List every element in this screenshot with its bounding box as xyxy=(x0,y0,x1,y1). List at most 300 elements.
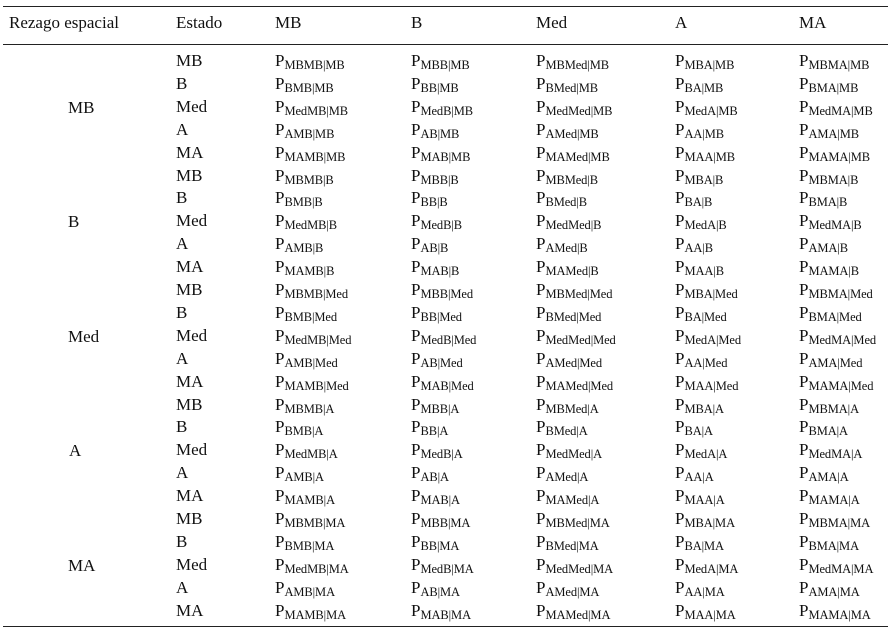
probability-symbol: P xyxy=(411,96,421,116)
probability-subscript: BA|A xyxy=(684,424,713,439)
probability-symbol: P xyxy=(675,348,685,368)
transition-probability-cell xyxy=(411,555,474,576)
probability-symbol: P xyxy=(675,371,685,391)
transition-probability-cell xyxy=(411,51,470,72)
probability-symbol: P xyxy=(411,394,421,414)
probability-subscript: MBB|B xyxy=(420,172,459,187)
transition-probability-cell xyxy=(536,303,601,324)
transition-probability-cell xyxy=(675,51,734,72)
probability-subscript: BMA|A xyxy=(808,424,848,439)
probability-subscript: AMA|A xyxy=(808,470,849,485)
estado-cell: B xyxy=(176,531,188,551)
probability-subscript: MedMed|MA xyxy=(545,561,614,576)
probability-symbol: P xyxy=(536,165,546,185)
transition-probability-cell xyxy=(675,74,723,95)
probability-subscript: AMB|B xyxy=(284,241,324,256)
estado-cell: MB xyxy=(176,394,203,414)
probability-subscript: MedMA|Med xyxy=(808,332,877,347)
transition-probability-cell xyxy=(799,372,873,393)
probability-symbol: P xyxy=(411,142,421,162)
table-top-rule xyxy=(3,6,888,7)
transition-probability-cell xyxy=(675,578,725,599)
estado-cell: A xyxy=(176,119,189,139)
probability-symbol: P xyxy=(411,486,421,506)
transition-probability-cell xyxy=(675,349,727,370)
transition-probability-cell xyxy=(275,234,323,255)
transition-probability-cell xyxy=(536,509,610,530)
probability-subscript: BA|B xyxy=(684,195,713,210)
probability-symbol: P xyxy=(675,96,685,116)
probability-symbol: P xyxy=(536,325,546,345)
table-bottom-rule xyxy=(3,626,888,627)
probability-symbol: P xyxy=(411,531,421,551)
transition-probability-cell xyxy=(411,417,448,438)
probability-subscript: MedA|B xyxy=(684,218,727,233)
transition-probability-cell xyxy=(536,417,588,438)
probability-subscript: AB|MB xyxy=(420,126,460,141)
probability-symbol: P xyxy=(799,486,809,506)
probability-symbol: P xyxy=(799,554,809,574)
probability-symbol: P xyxy=(536,188,546,208)
probability-subscript: MBB|MB xyxy=(420,58,470,72)
probability-symbol: P xyxy=(275,73,285,93)
probability-symbol: P xyxy=(536,73,546,93)
probability-subscript: MBMB|B xyxy=(284,172,334,187)
probability-symbol: P xyxy=(536,96,546,116)
probability-symbol: P xyxy=(536,142,546,162)
transition-probability-cell xyxy=(536,578,599,599)
probability-symbol: P xyxy=(411,165,421,185)
probability-subscript: MAA|Med xyxy=(684,378,739,393)
probability-symbol: P xyxy=(675,119,685,139)
probability-subscript: MBMed|A xyxy=(545,401,599,416)
probability-symbol: P xyxy=(675,257,685,277)
probability-subscript: AMed|A xyxy=(545,470,589,485)
probability-subscript: MBA|MB xyxy=(684,58,735,72)
probability-symbol: P xyxy=(275,142,285,162)
probability-symbol: P xyxy=(536,600,546,620)
transition-probability-cell xyxy=(411,280,473,301)
transition-probability-cell xyxy=(411,349,463,370)
probability-subscript: BB|B xyxy=(420,195,448,210)
probability-subscript: AB|A xyxy=(420,470,449,485)
rezago-group-label: B xyxy=(68,212,80,232)
probability-subscript: AMA|Med xyxy=(808,355,863,370)
transition-probability-cell xyxy=(799,280,873,301)
transition-probability-cell xyxy=(411,532,459,553)
transition-probability-cell xyxy=(675,463,714,484)
probability-subscript: BMed|MA xyxy=(545,538,599,553)
probability-subscript: MBB|Med xyxy=(420,287,473,301)
transition-probability-cell xyxy=(799,440,862,461)
probability-symbol: P xyxy=(411,119,421,139)
probability-subscript: MBMed|B xyxy=(545,172,598,187)
probability-subscript: MAMB|B xyxy=(284,264,335,279)
probability-subscript: MAB|B xyxy=(420,264,460,279)
probability-symbol: P xyxy=(411,51,421,70)
transition-probability-cell xyxy=(799,417,848,438)
probability-symbol: P xyxy=(411,463,421,483)
probability-subscript: MBMB|Med xyxy=(284,287,348,301)
probability-subscript: MedA|Med xyxy=(684,332,742,347)
probability-subscript: BA|Med xyxy=(684,309,727,324)
transition-probability-cell xyxy=(411,166,459,187)
probability-subscript: BMB|Med xyxy=(284,309,337,324)
transition-probability-cell xyxy=(411,440,463,461)
transition-probability-cell xyxy=(675,486,725,507)
probability-subscript: MBMB|A xyxy=(284,401,335,416)
probability-subscript: MBA|A xyxy=(684,401,724,416)
transition-probability-cell xyxy=(799,601,871,622)
probability-symbol: P xyxy=(799,234,809,254)
probability-subscript: BMed|Med xyxy=(545,309,602,324)
probability-subscript: MBMB|MB xyxy=(284,58,345,72)
probability-symbol: P xyxy=(275,463,285,483)
probability-symbol: P xyxy=(411,234,421,254)
probability-subscript: BMA|MB xyxy=(808,80,859,95)
table-header-rule xyxy=(3,44,888,45)
transition-probability-cell xyxy=(536,211,601,232)
probability-subscript: BMed|MB xyxy=(545,80,598,95)
transition-probability-cell xyxy=(799,395,859,416)
probability-symbol: P xyxy=(411,188,421,208)
transition-probability-cell xyxy=(799,234,848,255)
probability-symbol: P xyxy=(275,371,285,391)
probability-subscript: MBMA|Med xyxy=(808,287,873,301)
probability-subscript: MedMed|A xyxy=(545,447,603,462)
transition-probability-cell xyxy=(536,166,598,187)
transition-probability-cell xyxy=(675,143,735,164)
probability-subscript: AB|Med xyxy=(420,355,463,370)
transition-probability-cell xyxy=(536,372,613,393)
probability-symbol: P xyxy=(275,531,285,551)
transition-probability-cell xyxy=(275,486,335,507)
probability-symbol: P xyxy=(675,554,685,574)
transition-probability-cell xyxy=(275,417,323,438)
probability-symbol: P xyxy=(536,234,546,254)
probability-subscript: BMB|MA xyxy=(284,538,335,553)
probability-subscript: MedMA|A xyxy=(808,447,863,462)
probability-subscript: BB|A xyxy=(420,424,449,439)
probability-subscript: MBMA|MB xyxy=(808,58,870,72)
probability-symbol: P xyxy=(799,509,809,528)
probability-subscript: MBMA|A xyxy=(808,401,859,416)
probability-subscript: MAB|A xyxy=(420,493,460,508)
transition-probability-cell xyxy=(411,120,459,141)
probability-subscript: MedMB|Med xyxy=(284,332,352,347)
probability-symbol: P xyxy=(411,577,421,597)
transition-probability-cell xyxy=(799,188,847,209)
probability-symbol: P xyxy=(799,440,809,460)
probability-symbol: P xyxy=(536,531,546,551)
transition-probability-cell xyxy=(675,303,727,324)
transition-probability-cell xyxy=(799,578,860,599)
probability-symbol: P xyxy=(675,325,685,345)
transition-probability-cell xyxy=(411,143,470,164)
probability-subscript: MAA|MA xyxy=(684,607,736,622)
estado-cell: MA xyxy=(176,600,204,620)
probability-subscript: MedMA|B xyxy=(808,218,862,233)
probability-symbol: P xyxy=(275,600,285,620)
transition-probability-cell xyxy=(675,166,723,187)
probability-subscript: MedMed|B xyxy=(545,218,602,233)
transition-probability-cell xyxy=(275,349,338,370)
probability-symbol: P xyxy=(675,51,685,70)
transition-probability-cell xyxy=(536,74,598,95)
transition-probability-cell xyxy=(799,51,869,72)
transition-probability-cell xyxy=(536,326,616,347)
probability-subscript: MBA|MA xyxy=(684,516,735,530)
transition-probability-cell xyxy=(411,188,448,209)
probability-symbol: P xyxy=(275,440,285,460)
probability-symbol: P xyxy=(799,600,809,620)
transition-probability-cell xyxy=(536,234,588,255)
transition-probability-cell xyxy=(799,486,860,507)
transition-probability-cell xyxy=(675,234,713,255)
probability-symbol: P xyxy=(675,73,685,93)
transition-probability-cell xyxy=(536,486,599,507)
probability-subscript: MedB|Med xyxy=(420,332,477,347)
probability-subscript: MBA|B xyxy=(684,172,724,187)
transition-probability-cell xyxy=(675,372,738,393)
estado-cell: MB xyxy=(176,509,203,528)
probability-symbol: P xyxy=(799,348,809,368)
probability-symbol: P xyxy=(675,577,685,597)
transition-probability-cell xyxy=(536,188,587,209)
probability-subscript: AMA|B xyxy=(808,241,848,256)
transition-probability-cell xyxy=(411,74,459,95)
estado-cell: MB xyxy=(176,165,203,185)
transition-probability-cell xyxy=(411,211,462,232)
probability-subscript: MedMed|MB xyxy=(545,103,613,118)
header-col-med: Med xyxy=(536,13,568,32)
probability-symbol: P xyxy=(675,142,685,162)
probability-subscript: BMed|A xyxy=(545,424,588,439)
transition-probability-cell xyxy=(275,51,345,72)
probability-subscript: BA|MA xyxy=(684,538,724,553)
transition-probability-cell xyxy=(275,280,348,301)
probability-subscript: MedA|MA xyxy=(684,561,739,576)
transition-probability-cell xyxy=(536,143,610,164)
transition-probability-cell xyxy=(275,97,348,118)
transition-probability-cell xyxy=(799,555,873,576)
probability-symbol: P xyxy=(275,119,285,139)
transition-probability-cell xyxy=(411,486,460,507)
transition-probability-cell xyxy=(411,257,459,278)
estado-cell: MB xyxy=(176,280,203,299)
transition-probability-cell xyxy=(536,463,588,484)
probability-subscript: AMB|MA xyxy=(284,584,335,599)
probability-subscript: AMed|B xyxy=(545,241,588,256)
probability-symbol: P xyxy=(536,302,546,322)
header-col-ma: MA xyxy=(799,13,827,32)
probability-symbol: P xyxy=(536,394,546,414)
probability-subscript: MAMA|Med xyxy=(808,378,874,393)
transition-probability-cell xyxy=(275,509,345,530)
header-col-mb: MB xyxy=(275,13,302,32)
probability-symbol: P xyxy=(275,188,285,208)
probability-symbol: P xyxy=(799,280,809,299)
probability-symbol: P xyxy=(411,509,421,528)
probability-subscript: MedB|B xyxy=(420,218,462,233)
probability-symbol: P xyxy=(536,577,546,597)
probability-subscript: MAA|MB xyxy=(684,149,735,164)
probability-subscript: AB|B xyxy=(420,241,449,256)
probability-symbol: P xyxy=(675,302,685,322)
probability-subscript: MBA|Med xyxy=(684,287,738,301)
transition-probability-cell xyxy=(675,211,727,232)
probability-subscript: MAA|A xyxy=(684,493,725,508)
probability-symbol: P xyxy=(799,577,809,597)
probability-subscript: MedMB|MB xyxy=(284,103,348,118)
probability-subscript: MedMB|A xyxy=(284,447,338,462)
transition-probability-cell xyxy=(675,440,727,461)
estado-cell: Med xyxy=(176,96,208,116)
probability-symbol: P xyxy=(411,280,421,299)
probability-symbol: P xyxy=(799,371,809,391)
probability-symbol: P xyxy=(536,417,546,437)
transition-probability-cell xyxy=(799,349,862,370)
probability-symbol: P xyxy=(275,302,285,322)
probability-symbol: P xyxy=(799,531,809,551)
probability-symbol: P xyxy=(275,325,285,345)
probability-symbol: P xyxy=(675,486,685,506)
transition-probability-cell xyxy=(275,555,349,576)
probability-subscript: MedMA|MB xyxy=(808,103,873,118)
probability-symbol: P xyxy=(799,73,809,93)
probability-symbol: P xyxy=(675,165,685,185)
transition-probability-cell xyxy=(275,143,345,164)
header-col-a: A xyxy=(675,13,688,32)
probability-symbol: P xyxy=(536,257,546,277)
rezago-group-label: MB xyxy=(68,97,95,117)
probability-subscript: BMed|B xyxy=(545,195,587,210)
probability-symbol: P xyxy=(411,257,421,277)
probability-symbol: P xyxy=(536,119,546,139)
probability-symbol: P xyxy=(275,554,285,574)
transition-probability-cell xyxy=(799,509,870,530)
estado-cell: A xyxy=(176,234,189,254)
probability-symbol: P xyxy=(675,234,685,254)
probability-symbol: P xyxy=(411,73,421,93)
probability-subscript: MBB|A xyxy=(420,401,460,416)
header-estado: Estado xyxy=(176,13,223,32)
probability-subscript: MAB|MB xyxy=(420,149,471,164)
transition-probability-cell xyxy=(799,257,859,278)
probability-subscript: MAMA|B xyxy=(808,264,859,279)
probability-subscript: MAMed|A xyxy=(545,493,600,508)
probability-subscript: BMB|B xyxy=(284,195,323,210)
probability-subscript: BMA|MA xyxy=(808,538,859,553)
probability-subscript: AMB|MB xyxy=(284,126,335,141)
transition-probability-cell xyxy=(275,326,351,347)
transition-probability-cell xyxy=(411,578,460,599)
probability-subscript: BMA|Med xyxy=(808,309,862,324)
probability-symbol: P xyxy=(411,211,421,231)
transition-probability-cell xyxy=(411,463,449,484)
transition-probability-cell xyxy=(536,601,610,622)
transition-probability-cell xyxy=(799,303,862,324)
probability-symbol: P xyxy=(411,417,421,437)
probability-symbol: P xyxy=(799,394,809,414)
transition-probability-cell xyxy=(536,257,599,278)
probability-subscript: BA|MB xyxy=(684,80,724,95)
transition-probability-cell xyxy=(275,463,324,484)
transition-probability-cell xyxy=(675,555,738,576)
probability-subscript: MedMB|B xyxy=(284,218,337,233)
transition-probability-cell xyxy=(536,120,599,141)
probability-subscript: AMB|Med xyxy=(284,355,338,370)
transition-probability-cell xyxy=(675,280,738,301)
probability-subscript: MAMB|MA xyxy=(284,607,347,622)
probability-subscript: BMB|MB xyxy=(284,80,334,95)
probability-symbol: P xyxy=(411,302,421,322)
transition-probability-cell xyxy=(799,97,873,118)
probability-symbol: P xyxy=(536,348,546,368)
transition-probability-cell xyxy=(411,234,448,255)
header-rezago-espacial: Rezago espacial xyxy=(9,13,119,32)
transition-probability-cell xyxy=(275,211,337,232)
probability-symbol: P xyxy=(799,51,809,70)
transition-probability-cell xyxy=(411,509,470,530)
transition-probability-cell xyxy=(275,578,335,599)
transition-probability-cell xyxy=(799,532,859,553)
probability-symbol: P xyxy=(799,188,809,208)
estado-cell: B xyxy=(176,417,188,437)
estado-cell: B xyxy=(176,302,188,322)
transition-probability-cell xyxy=(275,601,346,622)
estado-cell: MA xyxy=(176,371,204,391)
probability-subscript: MBMed|MB xyxy=(545,58,609,72)
probability-subscript: MedA|A xyxy=(684,447,728,462)
probability-symbol: P xyxy=(799,165,809,185)
transition-probability-cell xyxy=(675,532,724,553)
probability-symbol: P xyxy=(411,371,421,391)
probability-symbol: P xyxy=(275,165,285,185)
probability-symbol: P xyxy=(675,509,685,528)
probability-symbol: P xyxy=(275,394,285,414)
probability-symbol: P xyxy=(675,394,685,414)
probability-subscript: MBMed|Med xyxy=(545,287,613,301)
probability-symbol: P xyxy=(536,509,546,528)
transition-probability-cell xyxy=(799,74,858,95)
probability-symbol: P xyxy=(675,600,685,620)
transition-probability-cell xyxy=(275,395,334,416)
probability-subscript: MBMA|MA xyxy=(808,516,871,530)
probability-subscript: MedMed|Med xyxy=(545,332,616,347)
estado-cell: B xyxy=(176,188,188,208)
probability-subscript: AA|MA xyxy=(684,584,725,599)
probability-subscript: MedMA|MA xyxy=(808,561,874,576)
probability-symbol: P xyxy=(275,280,285,299)
probability-symbol: P xyxy=(536,280,546,299)
probability-symbol: P xyxy=(275,234,285,254)
estado-cell: A xyxy=(176,348,189,368)
transition-probability-cell xyxy=(799,120,859,141)
estado-cell: Med xyxy=(176,325,208,345)
probability-subscript: MBMed|MA xyxy=(545,516,610,530)
transition-probability-cell xyxy=(675,188,712,209)
transition-probability-cell xyxy=(411,326,476,347)
transition-probability-cell xyxy=(411,303,462,324)
estado-cell: Med xyxy=(176,554,208,574)
probability-subscript: AMed|MB xyxy=(545,126,599,141)
transition-probability-cell xyxy=(275,74,334,95)
probability-symbol: P xyxy=(536,211,546,231)
probability-subscript: MBB|MA xyxy=(420,516,471,530)
probability-subscript: BMB|A xyxy=(284,424,324,439)
probability-symbol: P xyxy=(536,486,546,506)
